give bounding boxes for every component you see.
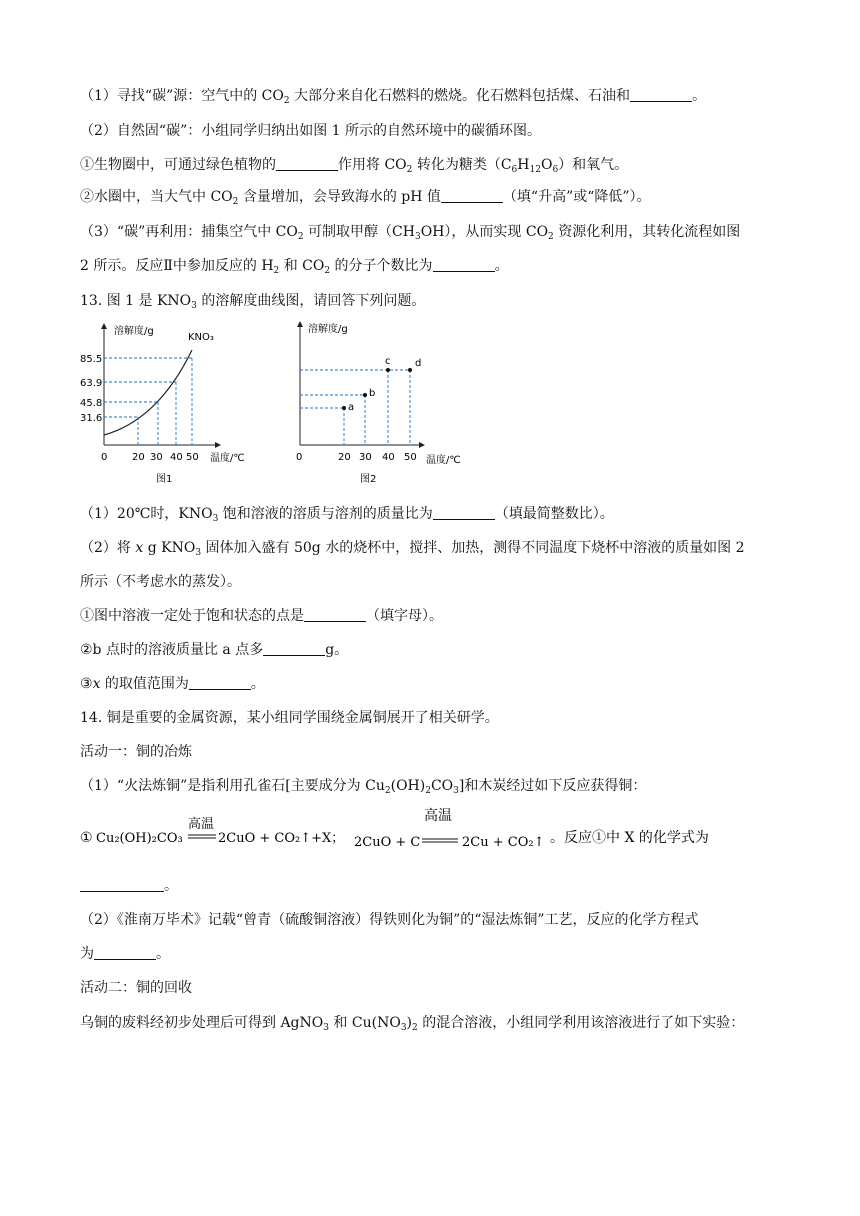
- q13-part2-1: ①图中溶液一定处于饱和状态的点是 （填字母）。: [80, 608, 443, 624]
- fig1-xtick: 20: [132, 452, 145, 463]
- fig1-xtick: 0: [101, 452, 108, 463]
- answer-blank[interactable]: [433, 505, 495, 520]
- q13-part2-3: ③x 的取值范围为 。: [80, 676, 265, 692]
- point-c: [386, 368, 390, 372]
- q14-part2-cont: 为 。: [80, 946, 170, 962]
- q13-part2: （2）将 x g $KNO_3$ 固体加入盛有 50g 水的烧杯中，搅拌、加热，测得不同温度下烧杯中溶液的质量如图 2: [80, 540, 745, 558]
- q13-title: 13. 图 1 是 $KNO_3$ 的溶解度曲线图，请回答下列问题。: [80, 293, 426, 311]
- point-a: [342, 406, 346, 410]
- point-label-c: c: [385, 356, 391, 367]
- point-label-d: d: [415, 358, 422, 369]
- answer-blank[interactable]: [433, 257, 495, 272]
- fig1-ytick: 45.8: [80, 398, 103, 409]
- eq1-reactant: Cu₂(OH)₂CO₃: [96, 831, 183, 846]
- point-label-b: b: [369, 388, 376, 399]
- q14-activity1: 活动一：铜的冶炼: [80, 744, 192, 760]
- answer-blank[interactable]: [276, 156, 338, 171]
- fig2-xtick: 20: [338, 452, 351, 463]
- fig2-xtick: 40: [382, 452, 395, 463]
- q12-part2-1: ①生物圈中，可通过绿色植物的 作用将 $CO_2$ 转化为糖类$(C_6H_{12}O_6)$和氧气。: [80, 157, 629, 175]
- fig1-curve-label: KNO₃: [188, 332, 214, 343]
- fig2-caption: 图2: [360, 474, 377, 485]
- point-d: [408, 368, 412, 372]
- q12-part3-cont: 2 所示。反应Ⅱ中参加反应的 $H_2$ 和 $CO_2$ 的分子个数比为 。: [80, 258, 509, 276]
- answer-blank[interactable]: [630, 87, 692, 102]
- fig1-xlabel: 温度/℃: [210, 453, 245, 464]
- q12-part2-2: ②水圈中，当大气中 $CO_2$ 含量增加，会导致海水的 pH 值 （填“升高”或“降低”）。: [80, 189, 651, 207]
- q12-part1: （1）寻找“碳”源：空气中的 $CO_2$ 大部分来自化石燃料的燃烧。化石燃料包括煤、石油和 。: [80, 88, 707, 106]
- eq2-reactants: 2CuO + C: [354, 835, 421, 850]
- q13-part2-2: ②b 点时的溶液质量比 a 点多 g。: [80, 642, 349, 658]
- answer-blank[interactable]: [189, 675, 251, 690]
- answer-blank[interactable]: [441, 188, 503, 203]
- eq-question: 。反应①中 X 的化学式为: [550, 830, 709, 846]
- q14-activity2: 活动二：铜的回收: [80, 980, 192, 996]
- point-b: [363, 393, 367, 397]
- fig2-xtick: 50: [404, 452, 417, 463]
- reaction-equations: [80, 806, 840, 856]
- q13-part2-cont: 所示（不考虑水的蒸发）。: [80, 574, 241, 590]
- eq1-products: 2CuO + CO₂↑+X；: [218, 831, 345, 846]
- eq2-products: 2Cu + CO₂↑: [462, 835, 545, 850]
- q14-intro: 乌铜的废料经初步处理后可得到 AgNO$_3$ 和 $Cu(NO_3)_2$ 的混合溶液，小组同学利用该溶液进行了如下实验：: [80, 1015, 745, 1033]
- answer-blank[interactable]: [94, 945, 156, 960]
- fig1-ytick: 63.9: [80, 378, 103, 389]
- q12-part3: （3）“碳”再利用：捕集空气中 $CO_2$ 可制取甲醇$(CH_3OH)$，从而实现 $CO_2$ 资源化利用，其转化流程如图: [80, 224, 741, 242]
- eq2-condition: 高温: [424, 808, 452, 824]
- eq1-condition: 高温: [188, 817, 215, 832]
- q14-part2: （2）《淮南万毕术》记载“曾青（硫酸铜溶液）得铁则化为铜”的“湿法炼铜”工艺，反应的化学方程式: [80, 912, 699, 928]
- fig1-xtick: 30: [150, 452, 163, 463]
- figure-2-solution-points: [280, 320, 480, 490]
- figure-1-solubility-curve: [78, 320, 268, 490]
- fig2-xlabel: 温度/℃: [426, 455, 461, 466]
- q12-part2: （2）自然固“碳”：小组同学归纳出如图 1 所示的自然环境中的碳循环图。: [80, 123, 542, 139]
- q14-title: 14. 铜是重要的金属资源，某小组同学围绕金属铜展开了相关研学。: [80, 710, 499, 726]
- fig1-xtick: 50: [186, 452, 199, 463]
- answer-blank[interactable]: [263, 641, 325, 656]
- q14-part1-answer: 。: [80, 876, 178, 896]
- fig2-xtick: 30: [359, 452, 372, 463]
- q14-part1: （1）“火法炼铜”是指利用孔雀石[主要成分为 $Cu_2(OH)_2CO_3$]和木炭经过如下反应获得铜：: [80, 778, 647, 796]
- fig2-xtick: 0: [296, 452, 303, 463]
- fig1-caption: 图1: [156, 474, 173, 485]
- fig1-ytick: 85.5: [80, 354, 103, 365]
- fig2-ylabel: 溶解度/g: [308, 324, 348, 335]
- eq-number: ①: [80, 830, 93, 846]
- point-label-a: a: [348, 402, 355, 413]
- q13-part1: （1）20℃时，$KNO_3$ 饱和溶液的溶质与溶剂的质量比为 （填最简整数比）。: [80, 506, 614, 524]
- fig1-ylabel: 溶解度/g: [114, 326, 154, 337]
- fig1-ytick: 31.6: [80, 413, 103, 424]
- fig1-xtick: 40: [170, 452, 183, 463]
- answer-blank[interactable]: [80, 877, 164, 892]
- answer-blank[interactable]: [304, 607, 366, 622]
